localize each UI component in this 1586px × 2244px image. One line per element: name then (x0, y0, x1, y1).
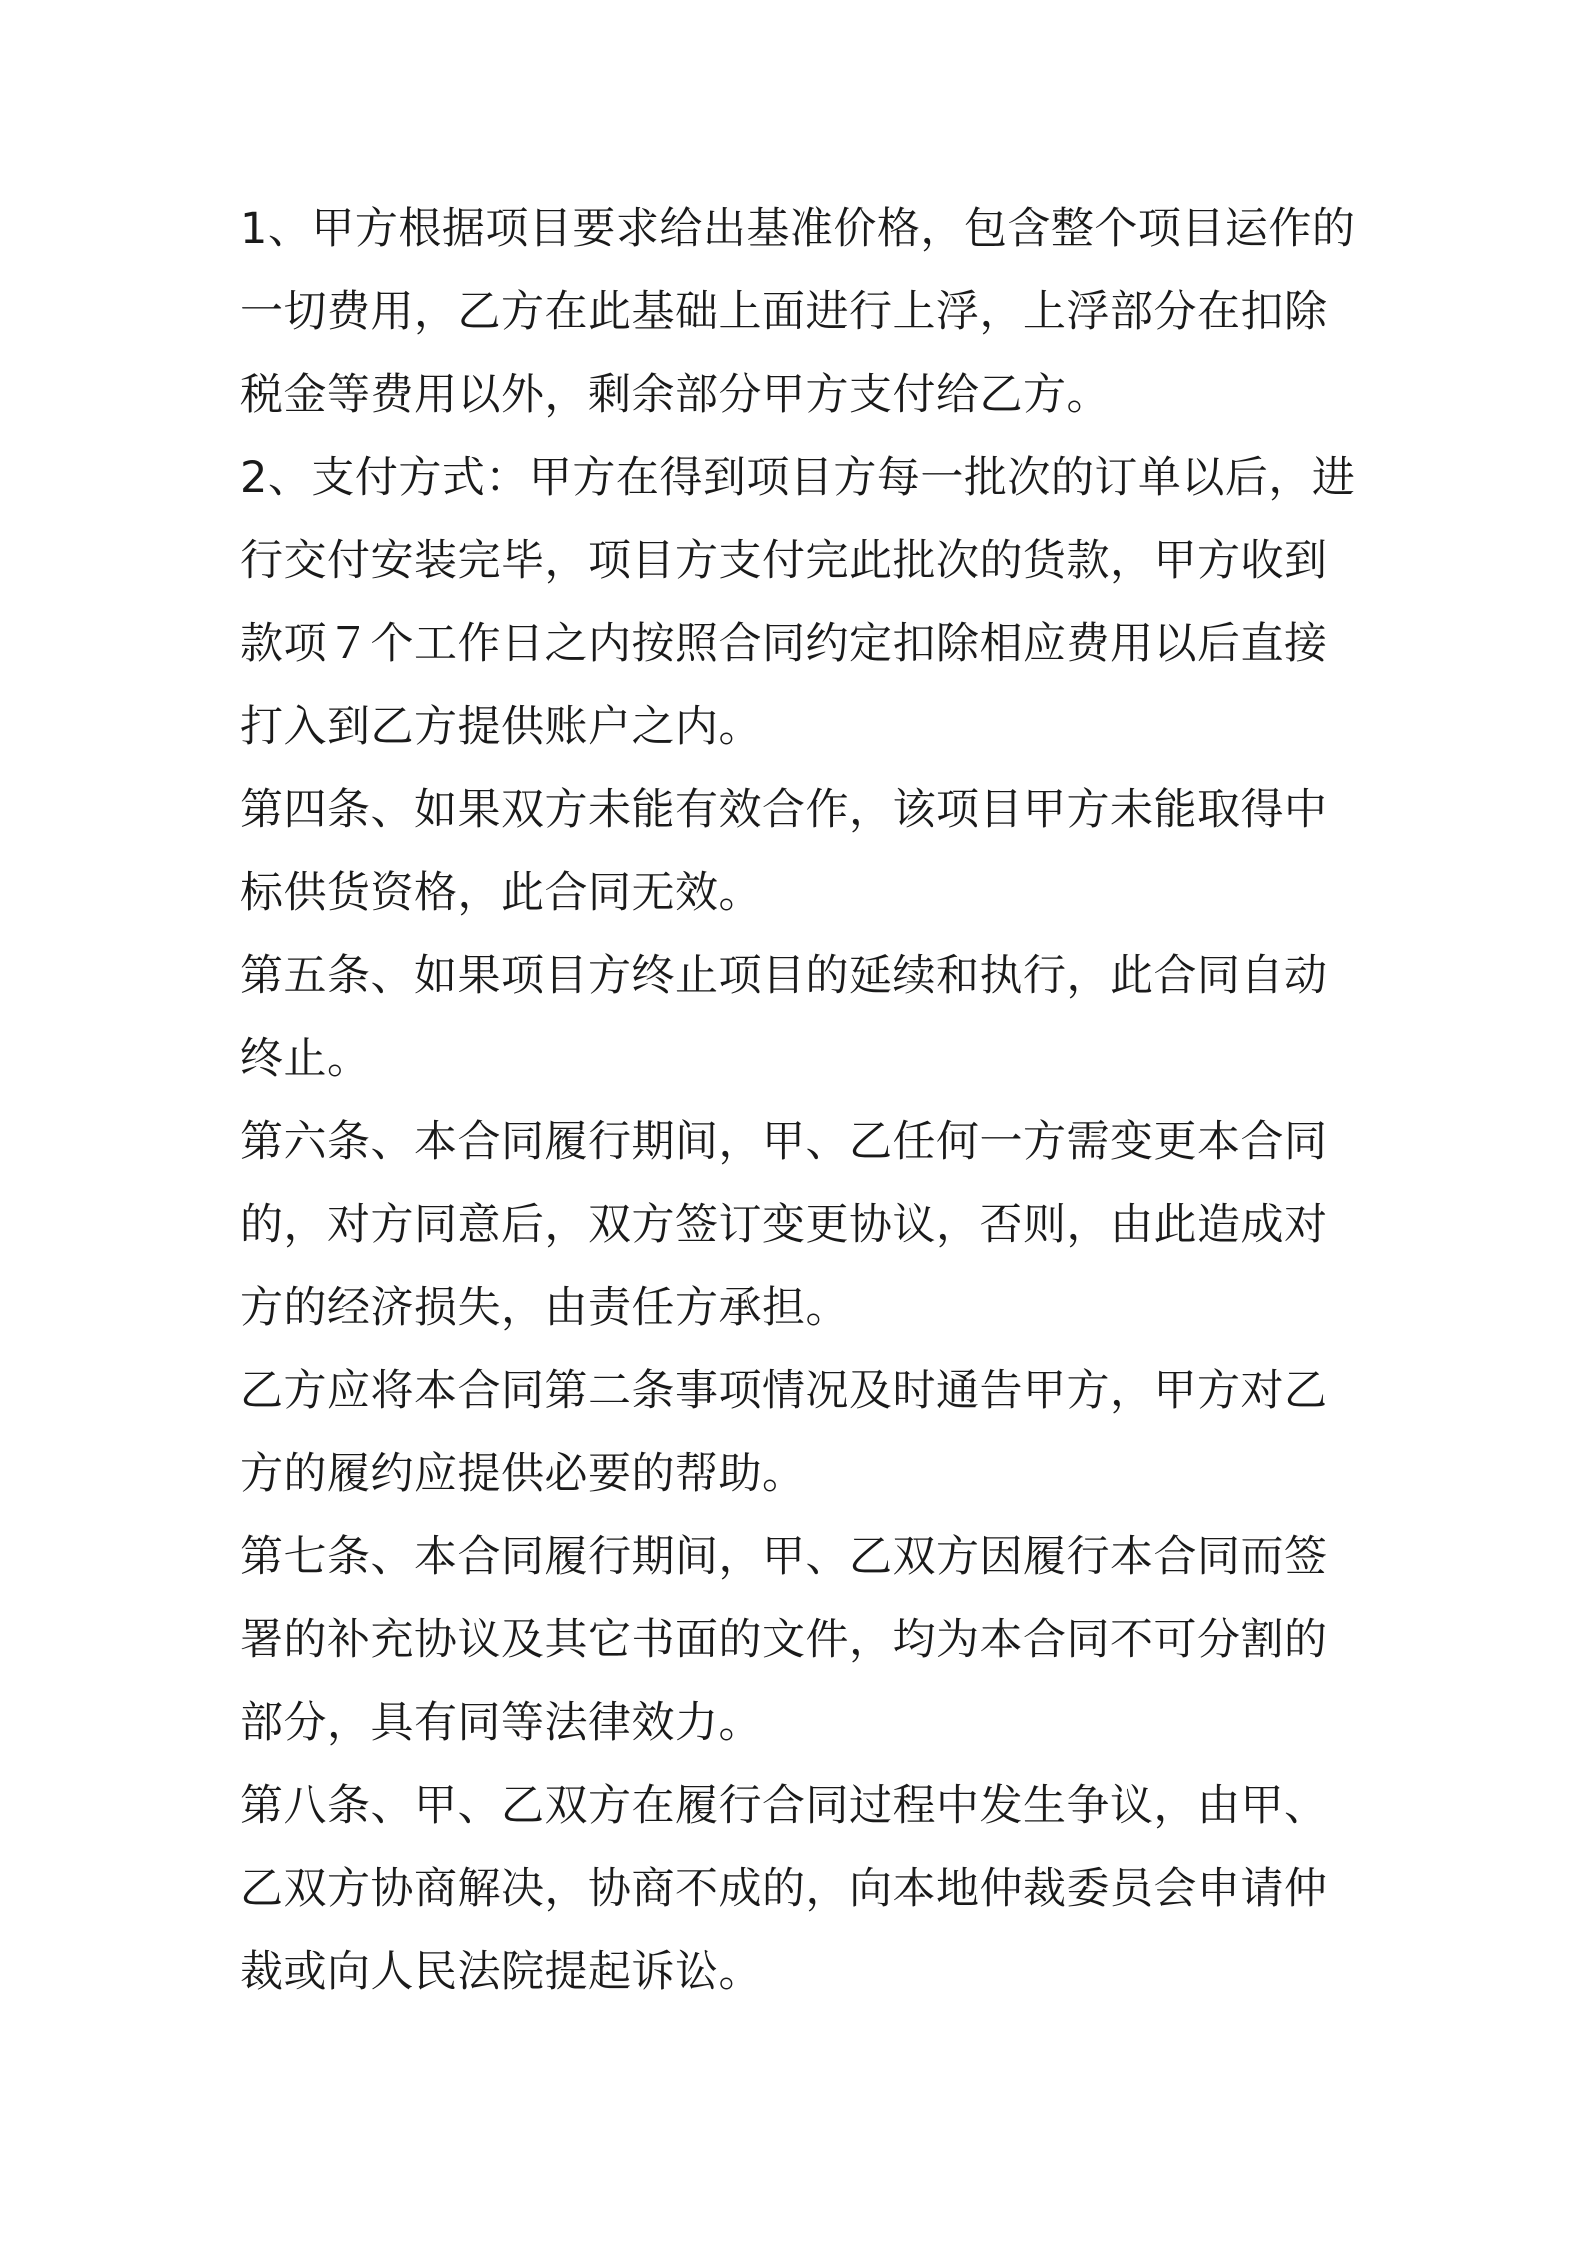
paragraph-article-5: 第五条、如果项目方终止项目的延续和执行，此合同自动终止。 (240, 951, 1328, 1084)
paragraph-article-7: 第七条、本合同履行期间，甲、乙双方因履行本合同而签署的补充协议及其它书面的文件，均为本合同不可分割的部分，具有同等法律效力。 (240, 1532, 1328, 1748)
paragraph-2: 2、支付方式：甲方在得到项目方每一批次的订单以后，进行交付安装完毕，项目方支付完此批次的货款，甲方收到款项７个工作日之内按照合同约定扣除相应费用以后直接打入到乙方提供账户之内。 (240, 453, 1356, 752)
paragraph-article-6: 第六条、本合同履行期间，甲、乙任何一方需变更本合同的，对方同意后，双方签订变更协议，否则，由此造成对方的经济损失，由责任方承担。 (240, 1117, 1328, 1333)
paragraph-article-4: 第四条、如果双方未能有效合作，该项目甲方未能取得中标供货资格，此合同无效。 (240, 785, 1328, 918)
paragraph-article-8: 第八条、甲、乙双方在履行合同过程中发生争议，由甲、乙双方协商解决，协商不成的，向本地仲裁委员会申请仲裁或向人民法院提起诉讼。 (240, 1781, 1328, 1997)
paragraph-1: 1、甲方根据项目要求给出基准价格，包含整个项目运作的一切费用，乙方在此基础上面进行上浮，上浮部分在扣除税金等费用以外，剩余部分甲方支付给乙方。 (240, 204, 1356, 420)
paragraph-party-b-notice: 乙方应将本合同第二条事项情况及时通告甲方，甲方对乙方的履约应提供必要的帮助。 (240, 1366, 1328, 1499)
document-body (240, 188, 1360, 2014)
